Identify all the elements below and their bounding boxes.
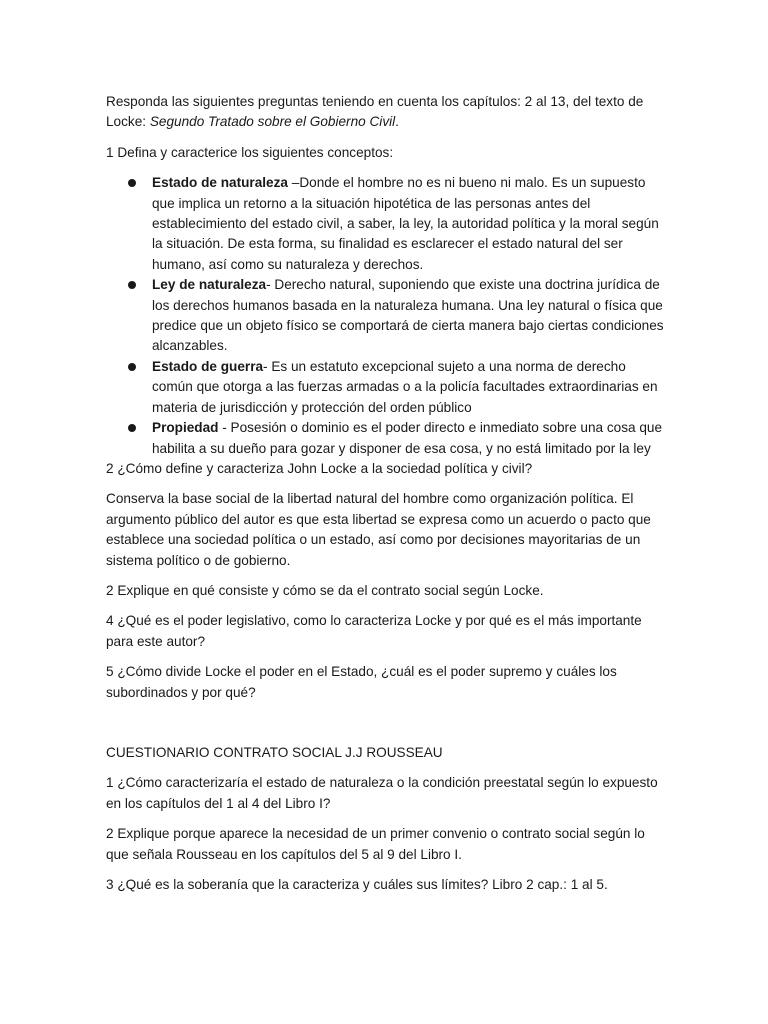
bullet-icon bbox=[128, 281, 136, 289]
concept-definition: - Posesión o dominio es el poder directo e inmediato sobre una cosa que habilita a su dueño para gozar y disponer de esa cosa, y no está limitado por la ley bbox=[152, 420, 663, 456]
intro-paragraph bbox=[106, 92, 666, 133]
bullet-icon bbox=[128, 363, 136, 371]
book-title: Segundo Tratado sobre el Gobierno Civil bbox=[149, 114, 396, 130]
question-2-contract: 2 Explique en qué consiste y cómo se da el contrato social según Locke. bbox=[106, 582, 544, 598]
question-1: 1 Defina y caracterice los siguientes conceptos: bbox=[106, 144, 394, 160]
bullet-icon bbox=[128, 179, 136, 187]
intro-text: Responda las siguientes preguntas teniendo en cuenta los capítulos: 2 al 13, del texto de Locke: bbox=[106, 94, 644, 130]
question-2-society: 2 ¿Cómo define y caracteriza John Locke a la sociedad política y civil? bbox=[106, 460, 533, 476]
rousseau-question-2: 2 Explique porque aparece la necesidad de un primer convenio o contrato social según lo que señala Rousseau en los capítulos del 5 al 9 del Libro I. bbox=[106, 826, 645, 862]
bullet-icon bbox=[128, 424, 136, 432]
concept-definition: - Derecho natural, suponiendo que existe una doctrina jurídica de los derechos humanos basada en la naturaleza humana. Una ley natural o física que predice que un objeto físico se comportará de cierta manera bajo ciertas condiciones alcanzables. bbox=[152, 277, 664, 354]
concept-item bbox=[106, 418, 666, 459]
intro-end: . bbox=[395, 114, 399, 130]
document-body bbox=[106, 92, 666, 895]
answer-2: Conserva la base social de la libertad natural del hombre como organización política. El argumento público del autor es que esta libertad se expresa como un acuerdo o pacto que establece una sociedad política o un estado, así como por decisiones mayoritarias de un sistema político o de gobierno. bbox=[106, 491, 651, 568]
concept-definition: - Es un estatuto excepcional sujeto a una norma de derecho común que otorga a las fuerzas armadas o a la policía facultades extraordinarias en materia de jurisdicción y protección del orden público bbox=[152, 358, 658, 415]
concept-item bbox=[106, 275, 666, 357]
question-5: 5 ¿Cómo divide Locke el poder en el Estado, ¿cuál es el poder supremo y cuáles los subordinados y por qué? bbox=[106, 664, 617, 700]
rousseau-heading: CUESTIONARIO CONTRATO SOCIAL J.J ROUSSEAU bbox=[106, 744, 443, 760]
concept-list bbox=[106, 173, 666, 459]
rousseau-question-1: 1 ¿Cómo caracterizaría el estado de naturaleza o la condición preestatal según lo expuesto en los capítulos del 1 al 4 del Libro I? bbox=[106, 775, 658, 811]
concept-term: Propiedad bbox=[152, 420, 219, 436]
concept-term: Ley de naturaleza bbox=[152, 277, 267, 293]
concept-term: Estado de guerra bbox=[152, 358, 264, 374]
concept-definition: –Donde el hombre no es ni bueno ni malo. Es un supuesto que implica un retorno a la situación hipotética de las personas antes del establecimiento del estado civil, a saber, la ley, la autoridad política y la moral según la situación. De esta forma, su finalidad es esclarecer el estado natural del ser humano, así como su naturaleza y derechos. bbox=[152, 175, 659, 272]
concept-item bbox=[106, 173, 666, 275]
question-4: 4 ¿Qué es el poder legislativo, como lo caracteriza Locke y por qué es el más importante para este autor? bbox=[106, 613, 642, 649]
concept-item bbox=[106, 357, 666, 418]
rousseau-question-3: 3 ¿Qué es la soberanía que la caracteriza y cuáles sus límites? Libro 2 cap.: 1 al 5. bbox=[106, 877, 608, 892]
concept-term: Estado de naturaleza bbox=[152, 175, 288, 191]
